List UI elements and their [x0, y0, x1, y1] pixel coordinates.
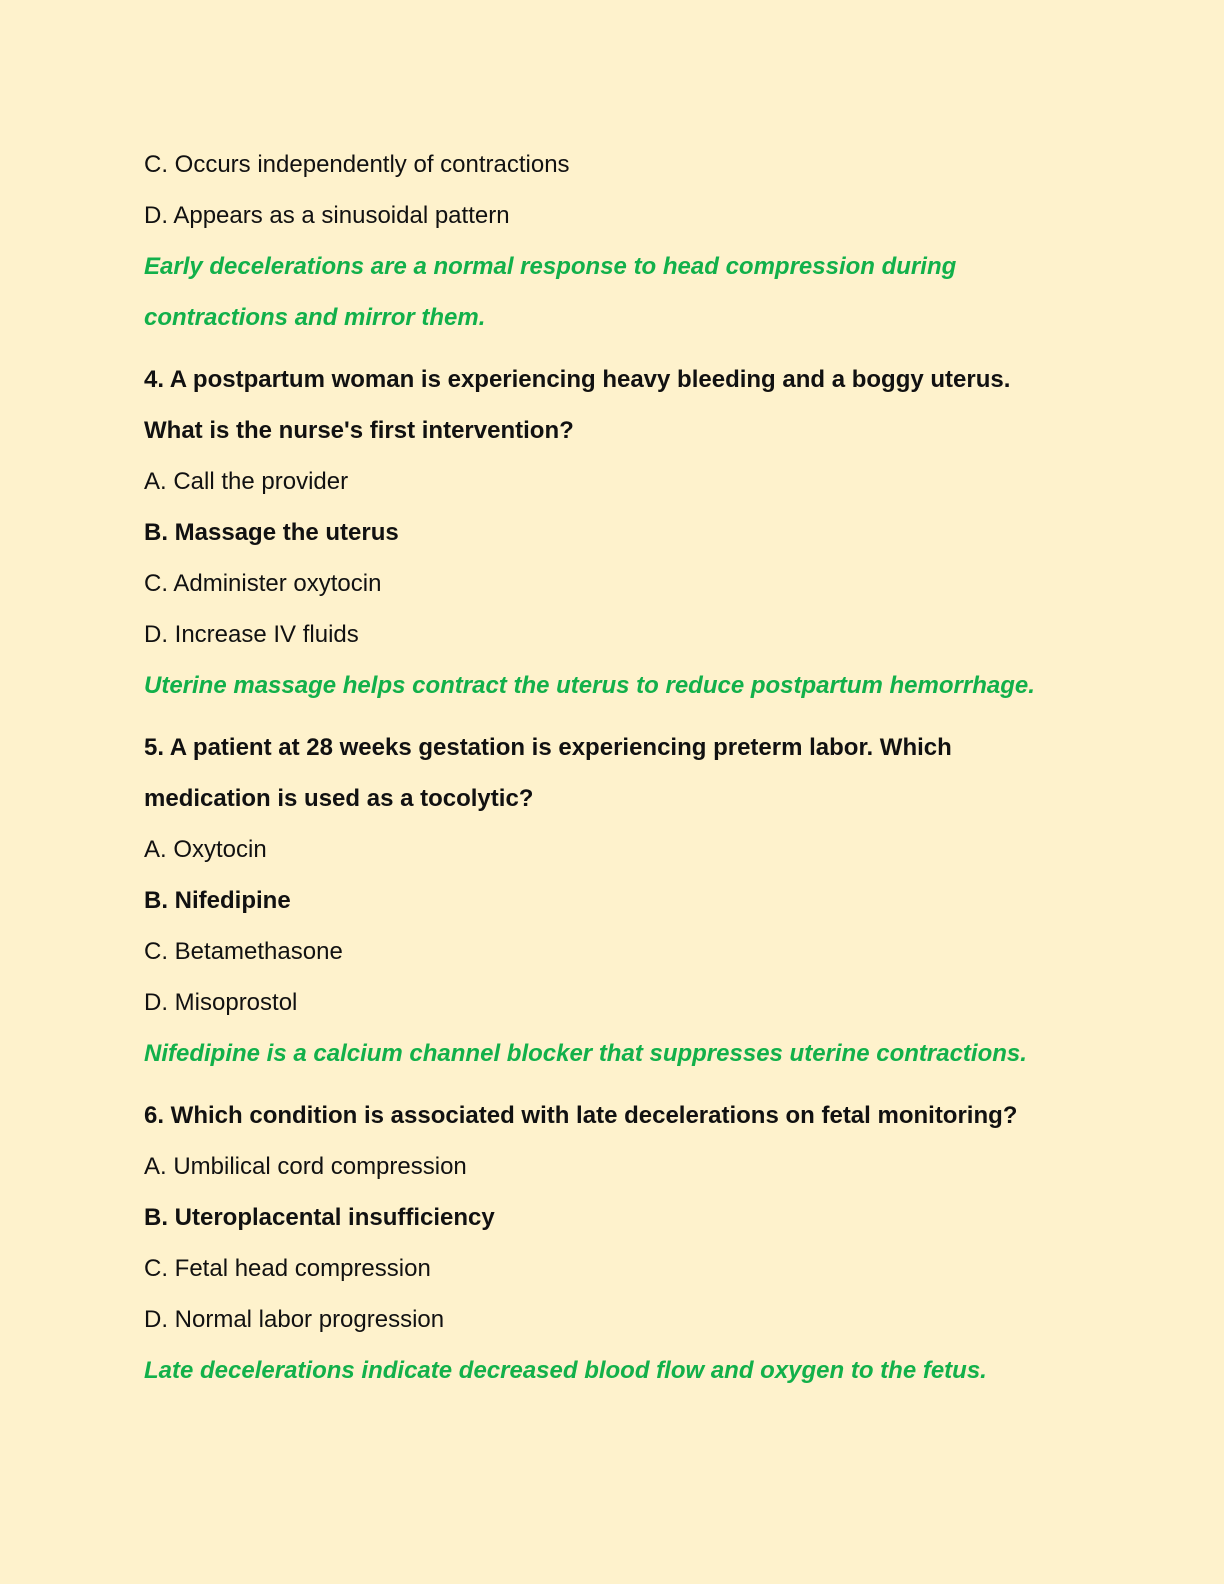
question-text: 4. A postpartum woman is experiencing heavy bleeding and a boggy uterus.: [144, 366, 1011, 393]
option-a: A. Oxytocin: [144, 836, 267, 863]
question-4-block: [144, 354, 1084, 711]
spacer: [144, 343, 1084, 354]
option-c: C. Betamethasone: [144, 938, 343, 965]
option-c: C. Fetal head compression: [144, 1255, 431, 1282]
option-d: D. Increase IV fluids: [144, 621, 359, 648]
explanation-line: Uterine massage helps contract the uterus to reduce postpartum hemorrhage.: [144, 672, 1035, 699]
explanation-line: Late decelerations indicate decreased blood flow and oxygen to the fetus.: [144, 1357, 987, 1384]
question-5-block: [144, 722, 1084, 1079]
spacer: [144, 711, 1084, 722]
option-c: C. Occurs independently of contractions: [144, 151, 570, 178]
option-d: D. Misoprostol: [144, 989, 298, 1016]
question-6-block: [144, 1090, 1084, 1396]
document-page: [144, 139, 1084, 1396]
explanation-line: Nifedipine is a calcium channel blocker that suppresses uterine contractions.: [144, 1040, 1027, 1067]
prev-question-block: [144, 139, 1084, 343]
question-text: medication is used as a tocolytic?: [144, 785, 534, 812]
option-b-correct: B. Uteroplacental insufficiency: [144, 1204, 495, 1231]
option-d: D. Appears as a sinusoidal pattern: [144, 202, 510, 229]
question-text: 6. Which condition is associated with late decelerations on fetal monitoring?: [144, 1102, 1018, 1129]
question-text: 5. A patient at 28 weeks gestation is experiencing preterm labor. Which: [144, 734, 952, 761]
explanation-line: contractions and mirror them.: [144, 304, 486, 331]
option-a: A. Umbilical cord compression: [144, 1153, 467, 1180]
option-c: C. Administer oxytocin: [144, 570, 382, 597]
option-b-correct: B. Nifedipine: [144, 887, 291, 914]
question-text: What is the nurse's first intervention?: [144, 417, 574, 444]
option-d: D. Normal labor progression: [144, 1306, 445, 1333]
spacer: [144, 1079, 1084, 1090]
option-a: A. Call the provider: [144, 468, 349, 495]
option-b-correct: B. Massage the uterus: [144, 519, 399, 546]
explanation-line: Early decelerations are a normal response to head compression during: [144, 253, 957, 280]
